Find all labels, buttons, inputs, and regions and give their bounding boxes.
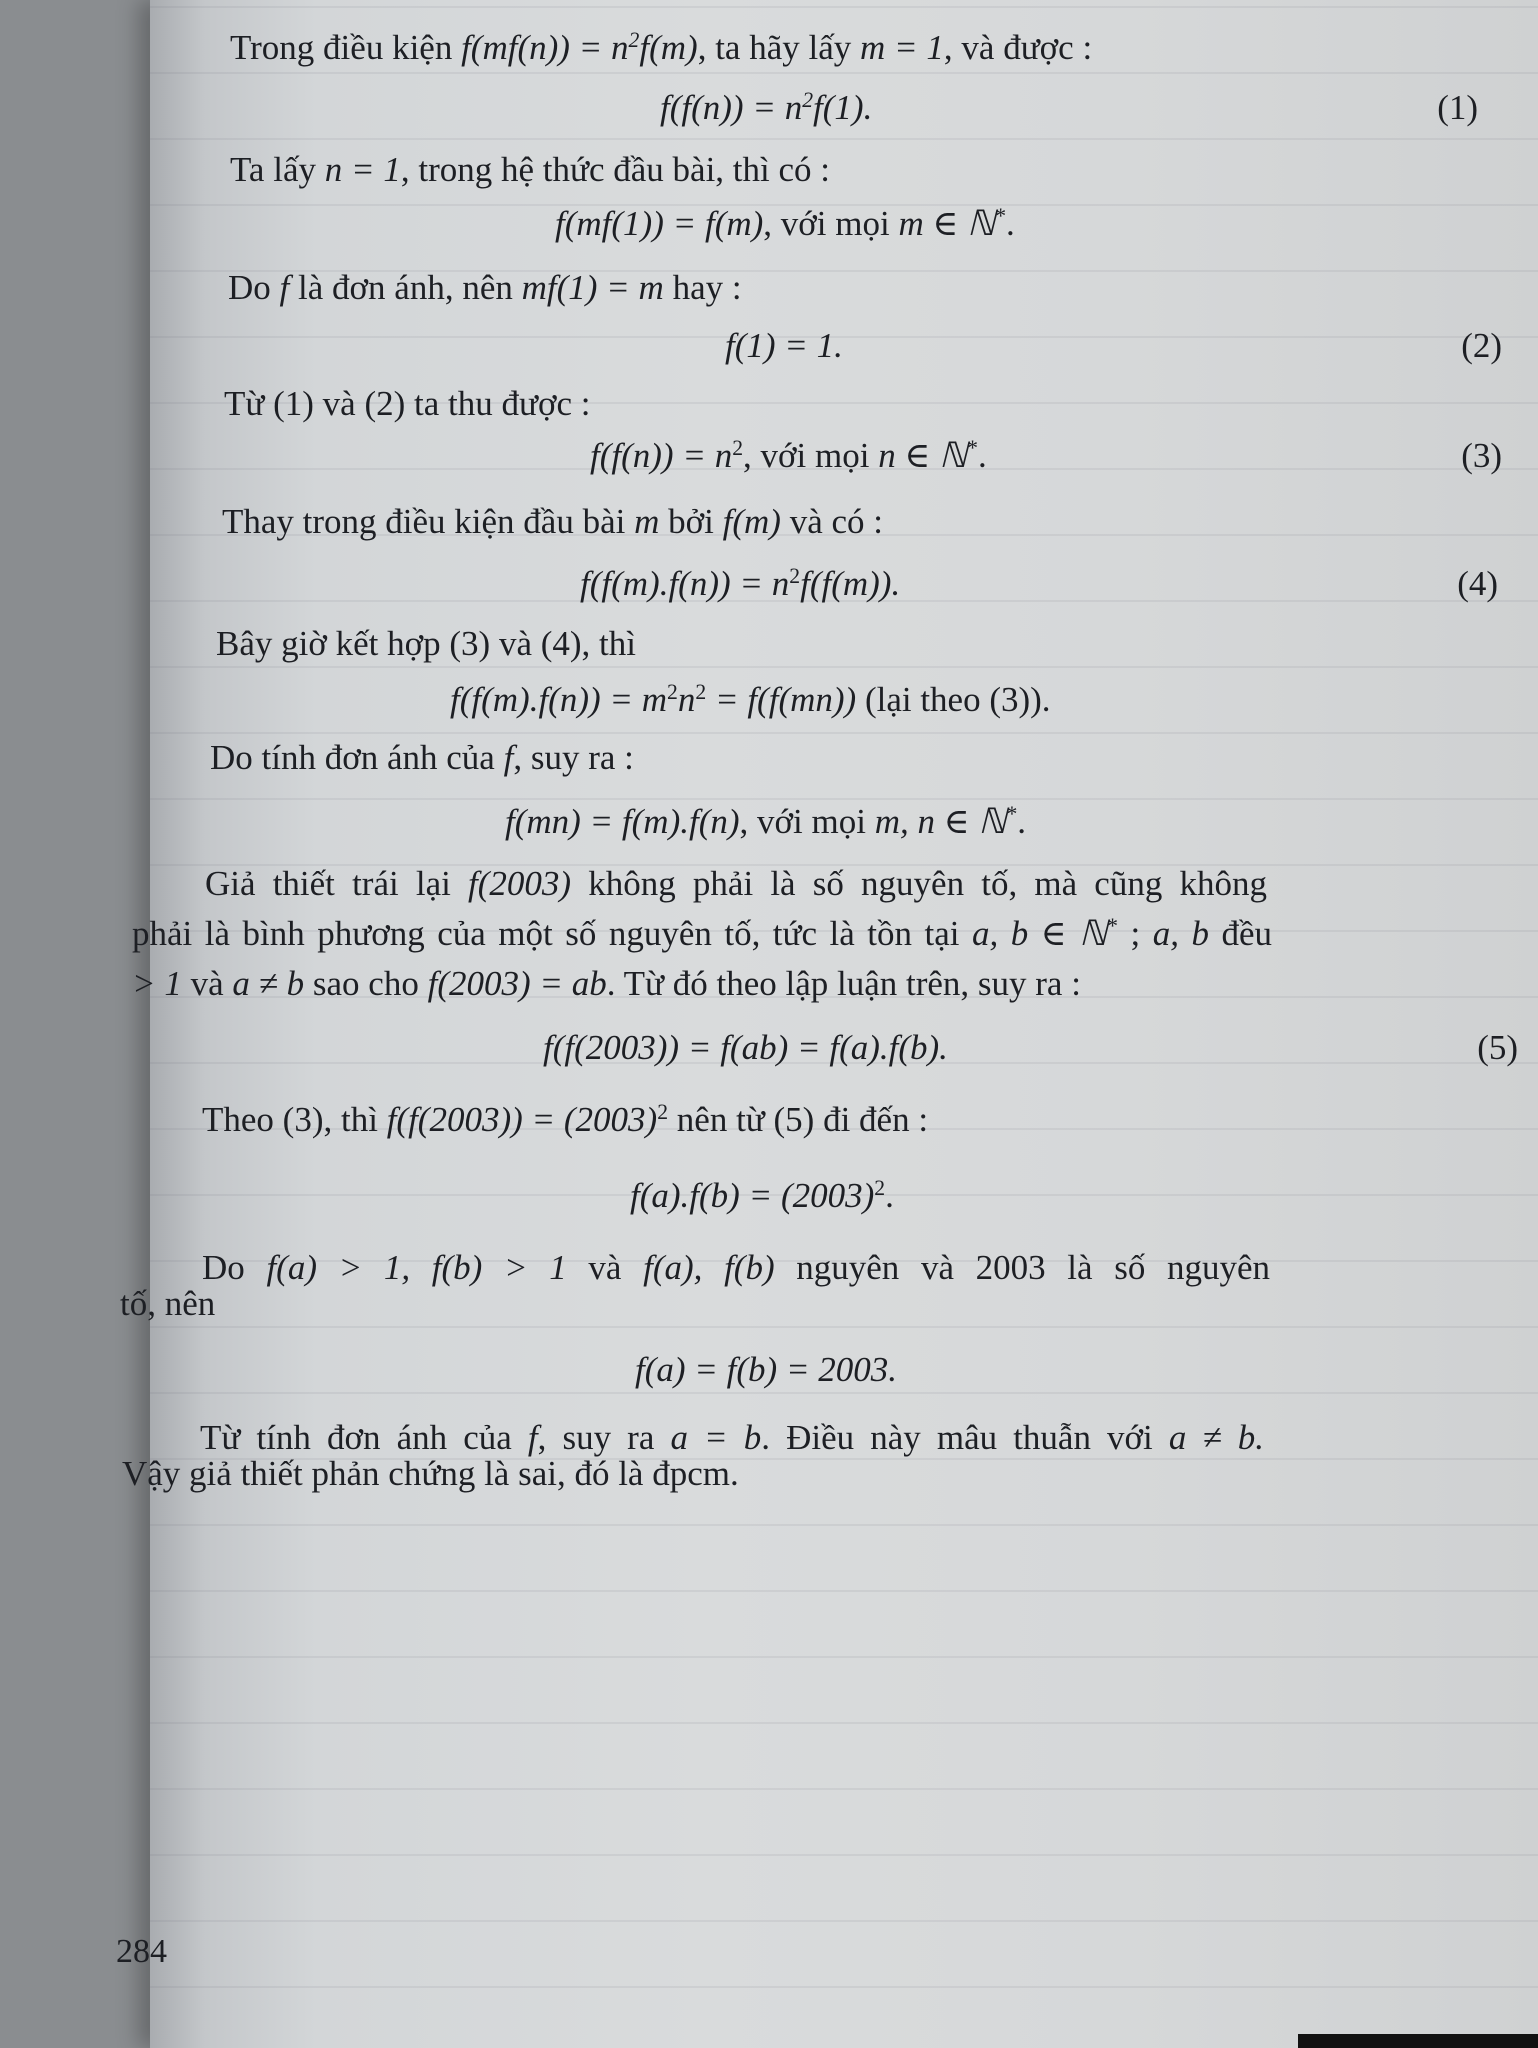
equation-combined: $f(f(m).f(n)) = m^2n^2 = f(f(mn))$ (lại theo (3)). xyxy=(450,680,1051,719)
text-line: Ta lấy n = 1, trong hệ thức đầu bài, thì có : xyxy=(230,150,831,189)
equation-mf1: f(mf(1)) = f(m), với mọi m ∈ ℕ*. xyxy=(555,204,1015,243)
book-page xyxy=(116,0,1538,2048)
text-line: Do tính đơn ánh của f, suy ra : xyxy=(210,738,634,777)
equation-1 xyxy=(660,88,1538,128)
text-line: > 1 và a ≠ b sao cho f(2003) = ab. Từ đó theo lập luận trên, suy ra : xyxy=(132,964,1081,1003)
math-condition: $f(mf(n)) = n^2f(m)$ xyxy=(461,28,698,67)
text-line: Thay trong điều kiện đầu bài m bởi f(m) và có : xyxy=(222,502,883,541)
equation-number: (1) xyxy=(1437,88,1478,127)
equation-fafb: $f(a).f(b) = (2003)^2$. xyxy=(630,1176,894,1215)
equation-3: $f(f(n)) = n^2$, với mọi n ∈ ℕ*. (3) xyxy=(590,436,1502,475)
equation-4: $f(f(m).f(n)) = n^2f(f(m))$. (4) xyxy=(580,564,1498,603)
text-line: Giả thiết trái lại f(2003) không phải là số nguyên tố, mà cũng không xyxy=(205,864,1267,903)
equation-number: (5) xyxy=(1477,1028,1518,1067)
equation-2: f(1) = 1. (2) xyxy=(725,326,1502,365)
text-line: Vậy giả thiết phản chứng là sai, đó là đpcm. xyxy=(122,1454,739,1493)
equation-number: (2) xyxy=(1461,326,1502,365)
text-line: Từ tính đơn ánh của f, suy ra a = b. Điều này mâu thuẫn với a ≠ b. xyxy=(200,1418,1265,1457)
math-eq1: $f(f(n)) = n^2f(1)$. xyxy=(660,88,873,127)
text-line: Do f(a) > 1, f(b) > 1 và f(a), f(b) nguyên và 2003 là số nguyên xyxy=(202,1248,1271,1287)
page-corner-shadow xyxy=(1298,2034,1538,2048)
equation-fa-eq: f(a) = f(b) = 2003. xyxy=(635,1350,898,1389)
text-line: Do f là đơn ánh, nên mf(1) = m hay : xyxy=(228,268,742,307)
equation-number: (3) xyxy=(1461,436,1502,475)
math-m-eq-1: m = 1 xyxy=(860,28,944,67)
text-line: Theo (3), thì $f(f(2003)) = (2003)^2$ nên từ (5) đi đến : xyxy=(202,1100,929,1139)
text-line-1 xyxy=(230,28,1092,68)
equation-multiplicative: f(mn) = f(m).f(n), với mọi m, n ∈ ℕ*. xyxy=(505,802,1027,841)
text-line: tố, nên xyxy=(120,1284,216,1323)
equation-5: f(f(2003)) = f(ab) = f(a).f(b). (5) xyxy=(543,1028,1518,1067)
equation-number: (4) xyxy=(1457,564,1498,603)
text-line: Bây giờ kết hợp (3) và (4), thì xyxy=(216,624,636,663)
page-number: 284 xyxy=(116,1933,167,1970)
text-line: phải là bình phương của một số nguyên tố, tức là tồn tại a, b ∈ ℕ* ; a, b đều xyxy=(132,914,1273,953)
text-line: Từ (1) và (2) ta thu được : xyxy=(224,384,591,423)
text: , ta hãy lấy xyxy=(697,28,852,67)
text: , và được : xyxy=(943,28,1093,67)
text: Trong điều kiện xyxy=(230,28,453,67)
